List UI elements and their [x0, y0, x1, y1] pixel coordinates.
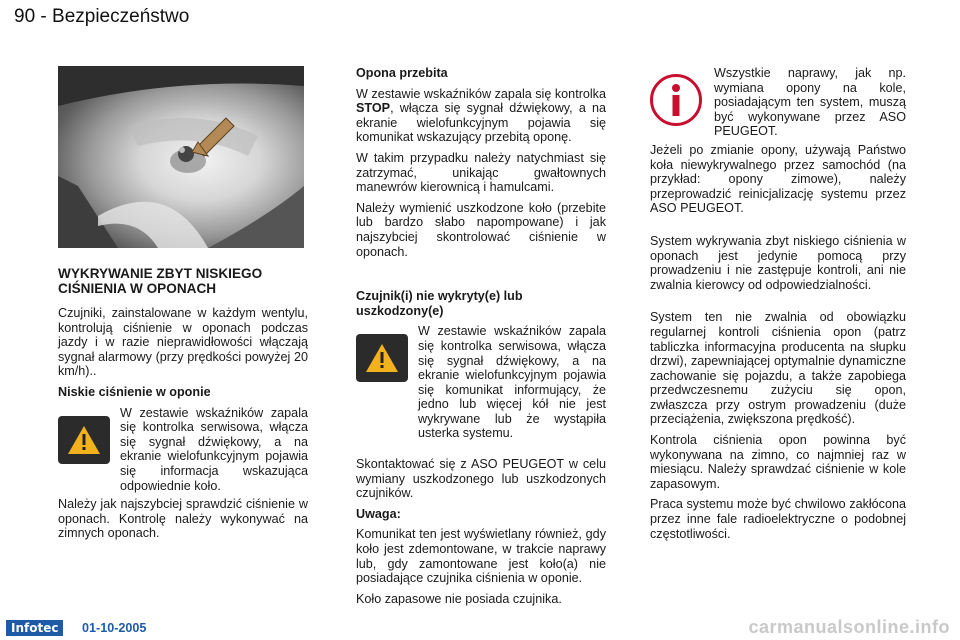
- subheading-note: Uwaga:: [356, 506, 401, 521]
- regular-check-paragraph: System ten nie zwalnia od obowiązku regularnej kontroli ciśnienia opon (patrz tabliczka informacyjna producenta na słupku drzwi), zapewniającej optymalnie dynamiczne zachowanie się pojazdu, a także zapobiega przedwczesnemu zużyciu się opon, zwłaszcza przy ostrym prowadzeniu (duże przeciążenia, zwiększona prędkość).: [650, 310, 906, 427]
- warning-block-sensor: [356, 324, 606, 441]
- wheel-illustration: [58, 66, 304, 248]
- subheading-sensor-fault: Czujnik(i) nie wykryty(e) lub uszkodzony(e): [356, 289, 523, 318]
- interference-paragraph: Praca systemu może być chwilowo zakłócona przez inne fale radioelektryczne o podobnej częstotliwości.: [650, 497, 906, 541]
- intro-paragraph: Czujniki, zainstalowane w każdym wentylu, kontrolują ciśnienie w oponach podczas jazdy i w razie nieprawidłowości włączają sygnał alarmowy (przy prędkości powyżej 20 km/h)..: [58, 306, 308, 379]
- puncture-text-b: , włącza się sygnał dźwiękowy, a na ekranie wielofunkcyjnym pojawia się komunikat wskazujący przebitą oponę.: [356, 101, 606, 145]
- warning-text-low-pressure: W zestawie wskaźników zapala się kontrolka serwisowa, włącza się sygnał dźwiękowy, a na ekranie wielofunkcyjnym pojawia się informacja wskazująca odpowiednie koło.: [120, 405, 308, 493]
- stop-immediately-paragraph: W takim przypadku należy natychmiast się zatrzymać, unikając gwałtownych manewrów kierownicą i hamulcami.: [356, 150, 606, 195]
- puncture-paragraph: [356, 87, 606, 145]
- column-1: [58, 66, 308, 547]
- subheading-puncture: Opona przebita: [356, 66, 448, 80]
- reinit-paragraph: Jeżeli po zmianie opony, używają Państwo koła niewykrywalnego przez samochód (na przykład: opony zimowe), należy przeprowadzić reinicjalizację systemu przez ASO PEUGEOT.: [650, 142, 906, 216]
- check-pressure-paragraph: Należy jak najszybciej sprawdzić ciśnienie w oponach. Kontrolę należy wykonywać na zimnych oponach.: [58, 497, 308, 541]
- info-circle-icon: [650, 74, 702, 126]
- column-2: [356, 66, 606, 612]
- warning-text-sensor: W zestawie wskaźników zapala się kontrolka serwisowa, włącza się sygnał dźwiękowy, a na ekranie wielofunkcyjnym pojawia się komunikat informujący, że jedno lub więcej kół nie jest wykrywane lub że wystąpiła usterka systemu.: [418, 324, 606, 441]
- warning-triangle-icon: [356, 334, 408, 382]
- warning-triangle-icon: [58, 416, 110, 464]
- header-separator: -: [35, 6, 53, 27]
- warning-block-low-pressure: [58, 406, 308, 494]
- contact-aso-paragraph: Skontaktować się z ASO PEUGEOT w celu wymiany uszkodzonego lub uszkodzonych czujników.: [356, 457, 606, 501]
- footer-date: 01-10-2005: [82, 621, 147, 635]
- puncture-text-a: W zestawie wskaźników zapala się kontrolka: [356, 86, 606, 101]
- section-title: Bezpieczeństwo: [52, 6, 190, 27]
- driving-aid-paragraph: System wykrywania zbyt niskiego ciśnienia w oponach jest jedynie pomocą przy prowadzeniu i nie zastępuje kontroli, ani nie zwalnia kierowcy od odpowiedzialności.: [650, 233, 906, 292]
- section-heading: WYKRYWANIE ZBYT NISKIEGO CIŚNIENIA W OPONACH: [58, 266, 263, 296]
- cold-check-paragraph: Kontrola ciśnienia opon powinna być wykonywana na zimno, co najmniej raz w miesiącu. Należy sprawdzać ciśnienie w kole zapasowym.: [650, 433, 906, 491]
- valve-icon: [178, 146, 194, 162]
- info-text: Wszystkie naprawy, jak np. wymiana opony na kole, posiadającym ten system, muszą być wykonywane przez ASO PEUGEOT.: [714, 66, 906, 139]
- infotec-badge: Infotec: [6, 620, 63, 636]
- replace-wheel-paragraph: Należy wymienić uszkodzone koło (przebite lub bardzo słabo napompowane) i jak najszybciej skontrolować ciśnienie w oponach.: [356, 200, 606, 259]
- stop-label: STOP: [356, 101, 391, 116]
- column-3: [650, 66, 906, 547]
- spare-wheel-paragraph: Koło zapasowe nie posiada czujnika.: [356, 591, 562, 606]
- wheel-valve-photo: [58, 66, 304, 248]
- info-block: [650, 66, 906, 139]
- page-header: [14, 6, 189, 28]
- site-watermark: carmanualsonline.info: [748, 617, 950, 637]
- page-number: 90: [14, 6, 36, 27]
- subheading-low-pressure: Niskie ciśnienie w oponie: [58, 384, 211, 399]
- note-paragraph: Komunikat ten jest wyświetlany również, gdy koło jest zdemontowane, w trakcie naprawy lub, gdy zamontowane jest koło(a) nie posiadające czujnika ciśnienia w oponie.: [356, 527, 606, 586]
